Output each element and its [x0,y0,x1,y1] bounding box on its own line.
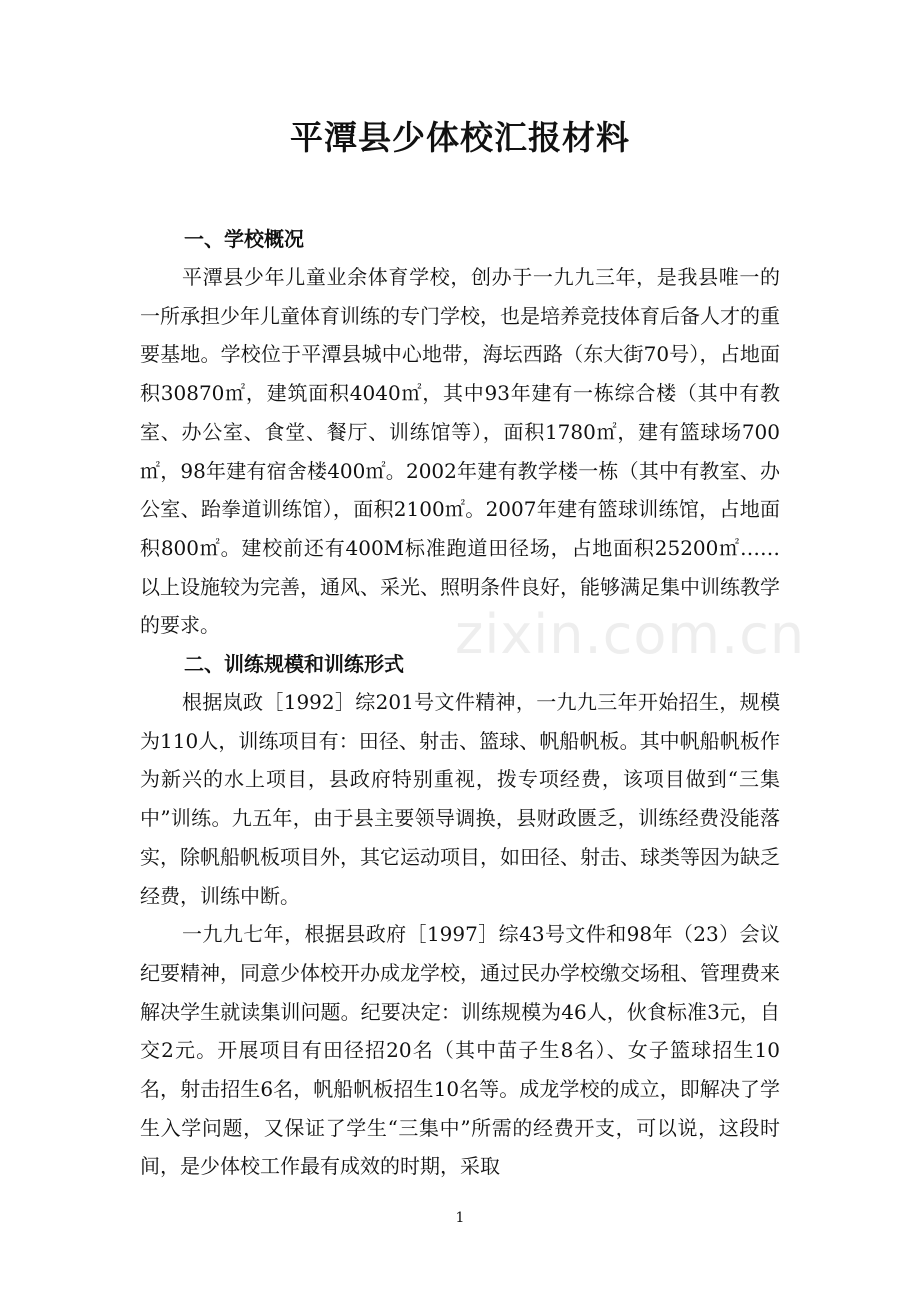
paragraph-training-2: 一九九七年，根据县政府［1997］综43号文件和98年（23）会议纪要精神，同意少体校开办成龙学校，通过民办学校缴交场租、管理费来解决学生就读集训问题。纪要决定：训练规模为46人，伙食标准3元，自交2元。开展项目有田径招20名（其中苗子生8名）、女子篮球招生10名，射击招生6名，帆船帆板招生10名等。成龙学校的成立，即解决了学生入学问题，又保证了学生“三集中”所需的经费开支，可以说，这段时间，是少体校工作最有成效的时期，采取 [140,922,780,1179]
paragraph-training-1: 根据岚政［1992］综201号文件精神，一九九三年开始招生，规模为110人，训练项目有：田径、射击、篮球、帆船帆板。其中帆船帆板作为新兴的水上项目，县政府特别重视，拨专项经费，该项目做到“三集中”训练。九五年，由于县主要领导调换，县财政匮乏，训练经费没能落实，除帆船帆板项目外，其它运动项目，如田径、射击、球类等因为缺乏经费，训练中断。 [140,690,780,908]
paragraph-overview: 平潭县少年儿童业余体育学校，创办于一九九三年，是我县唯一的一所承担少年儿童体育训练的专门学校，也是培养竞技体育后备人才的重要基地。学校位于平潭县城中心地带，海坛西路（东大街70号），占地面积30870㎡，建筑面积4040㎡，其中93年建有一栋综合楼（其中有教室、办公室、食堂、餐厅、训练馆等），面积1780㎡，建有篮球场700㎡，98年建有宿舍楼400㎡。2002年建有教学楼一栋（其中有教室、办公室、跆拳道训练馆），面积2100㎡。2007年建有篮球训练馆，占地面积800㎡。建校前还有400M标准跑道田径场，占地面积25200㎡……以上设施较为完善，通风、采光、照明条件良好，能够满足集中训练教学的要求。 [140,265,780,638]
page-number: 1 [455,1210,465,1226]
section-heading-training: 二、训练规模和训练形式 [184,652,404,677]
document-title: 平潭县少体校汇报材料 [290,118,630,157]
section-heading-overview: 一、学校概况 [184,227,304,251]
watermark: zixin.com.cn [455,603,806,666]
